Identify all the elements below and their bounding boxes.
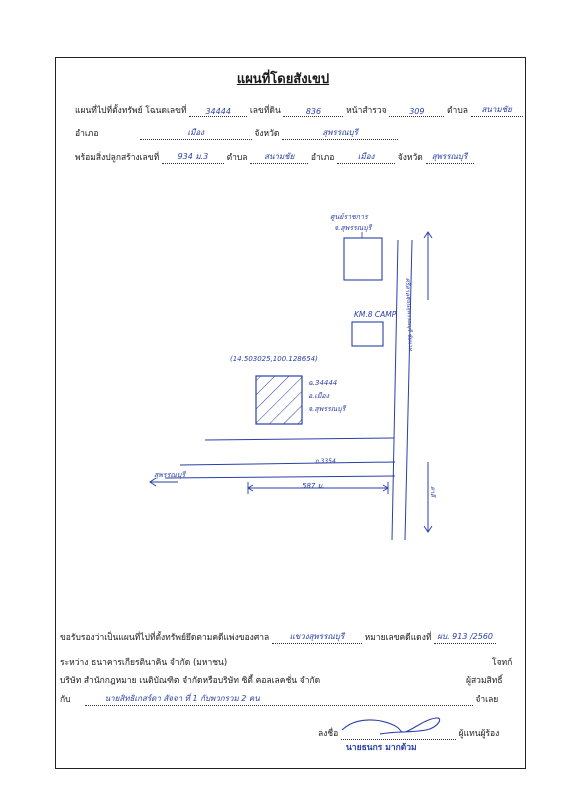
building-no: 934 ม.3 xyxy=(162,150,224,164)
government-office-province-label: จ.สุพรรณบุรี xyxy=(334,224,372,232)
land-no: 836 xyxy=(283,107,343,117)
with-label: กับ xyxy=(60,695,71,705)
province: สุพรรณบุรี xyxy=(282,126,398,140)
province-label: จังหวัด xyxy=(254,129,280,139)
page-title: แผนที่โดยสังเขป xyxy=(236,72,330,87)
coordinates-label: (14.503025,100.128654) xyxy=(230,355,318,363)
court-value: แขวงสุพรรณบุรี xyxy=(272,630,362,644)
vertical-road-label: ถนนสุพรรณบุรี-ชัยนาท xyxy=(405,296,413,351)
camp-building xyxy=(352,322,383,346)
right-bottom-label: สาลี xyxy=(429,486,436,497)
land-no-label: เลขที่ดิน xyxy=(249,106,281,116)
province2: สุพรรณบุรี xyxy=(426,150,474,164)
case-no: ผบ. 913 /2560 xyxy=(434,630,496,644)
distance-label: 587 ม. xyxy=(302,482,325,490)
province2-label: จังหวัด xyxy=(397,153,423,163)
access-lane xyxy=(205,438,394,440)
defendants-value: นายสิทธิเกสร์ดา สัจจา ที่ 1 กับพวกรวม 2 คน xyxy=(85,692,473,706)
government-office-building xyxy=(344,238,382,280)
signer-name: นายธนกร มากด้วม xyxy=(346,743,417,753)
certify-label: ขอรับรองว่าเป็นแผนที่ไปที่ตั้งทรัพย์ยึดตามคดีแพ่งของศาล xyxy=(60,633,270,643)
subdistrict: สนามชัย xyxy=(471,103,523,117)
right-top-label: ศรีสาลา xyxy=(404,278,411,300)
case-label: หมายเลขคดีแดงที่ xyxy=(364,633,432,643)
camp-label: KM.8 CAMP xyxy=(354,310,397,319)
road-3354-upper xyxy=(180,462,395,465)
signed-label: ลงชื่อ xyxy=(318,729,339,739)
property-plot xyxy=(256,376,302,424)
building-label: พร้อมสิ่งปลูกสร้างเลขที่ xyxy=(75,153,160,163)
main-road-left-edge xyxy=(392,240,398,540)
survey-page: 309 xyxy=(389,107,444,117)
district2-label: อำเภอ xyxy=(310,153,335,163)
plot-district-label: อ.เมือง xyxy=(308,392,330,400)
survey-page-label: หน้าสำรวจ xyxy=(346,106,387,116)
title-deed-no: 34444 xyxy=(189,107,247,117)
representative-label: ผู้แทนผู้ร้อง xyxy=(458,729,500,739)
road-name-label: ถ.3354 xyxy=(315,458,336,465)
district: เมือง xyxy=(140,126,252,140)
road-3354-lower xyxy=(165,476,395,478)
subdistrict-label: ตำบล xyxy=(447,106,468,116)
transferee-label: ผู้สวมสิทธิ์ xyxy=(466,676,503,686)
subdistrict2: สนามชัย xyxy=(250,150,308,164)
district2: เมือง xyxy=(337,150,395,164)
title-deed-label: แผนที่ไปที่ตั้งทรัพย์ โฉนดเลขที่ xyxy=(75,106,187,116)
signature-row xyxy=(318,726,499,740)
company-label: บริษัท สำนักกฎหมาย เนติบัณฑิต จำกัดหรือบริษัท ซิตี้ คอลเลคชั่น จำกัด xyxy=(60,676,321,686)
subdistrict2-label: ตำบล xyxy=(226,153,248,163)
footer-row-defendant xyxy=(60,692,498,706)
between-label: ระหว่าง ธนาคารเกียรตินาคิน จำกัด (มหาชน) xyxy=(60,658,228,668)
footer-row-1 xyxy=(60,630,496,644)
plot-deed-label: ฉ.34444 xyxy=(308,379,338,387)
plot-province-label: จ.สุพรรณบุรี xyxy=(308,405,346,413)
defendant-label: จำเลย xyxy=(475,695,499,705)
plaintiff-label: โจทก์ xyxy=(492,658,513,668)
district-label: อำเภอ xyxy=(75,129,99,139)
left-arrow-label: สุพรรณบุรี xyxy=(154,471,186,479)
government-office-label: ศูนย์ราชการ xyxy=(330,213,368,221)
